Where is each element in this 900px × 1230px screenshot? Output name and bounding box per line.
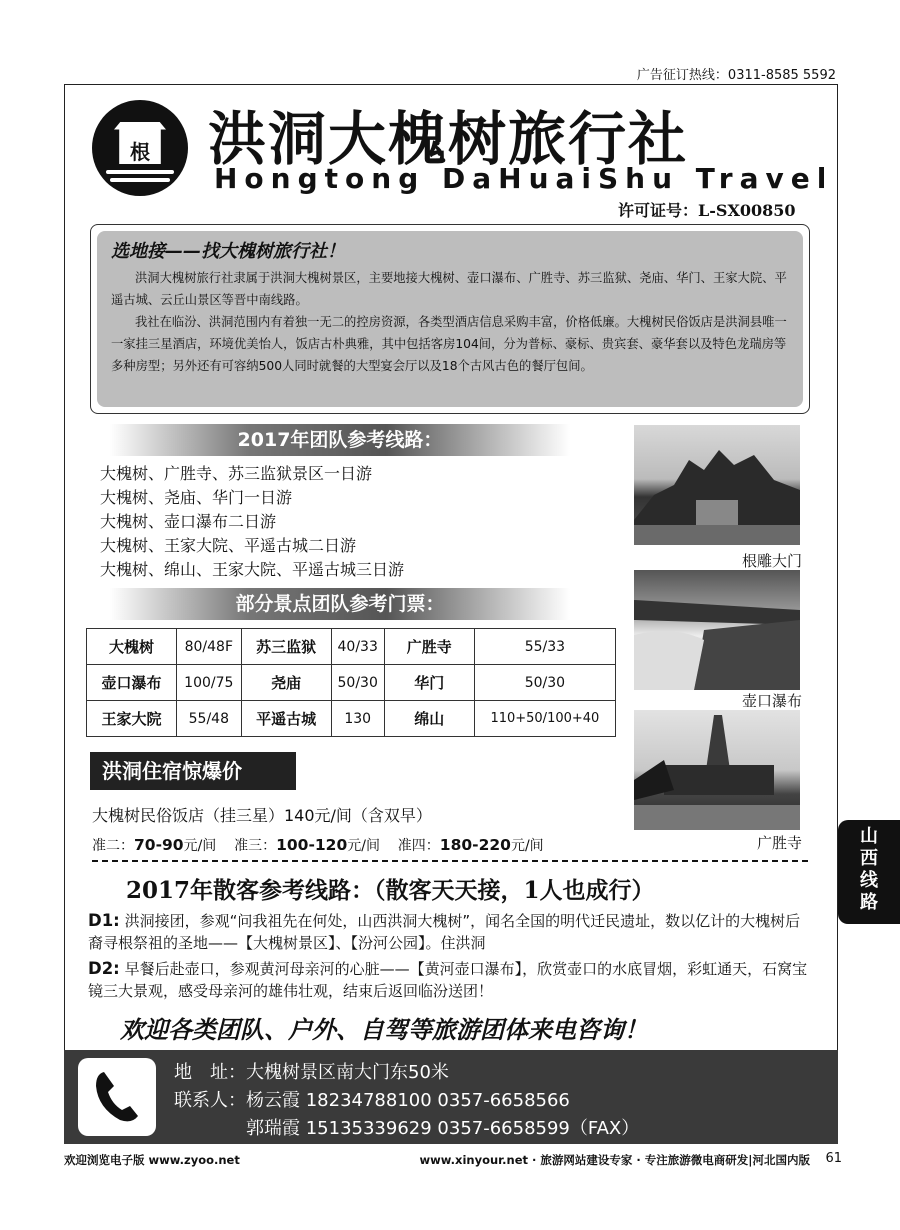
day-text: 洪洞接团，参观“问我祖先在何处，山西洪洞大槐树”，闻名全国的明代迁民遗址，数以亿计的大槐树后裔寻根祭祖的圣地——【大槐树景区】、【汾河公园】。住洪洞 — [88, 912, 801, 952]
address: 大槐树景区南大门东50米 — [246, 1062, 449, 1083]
ticket-site: 大槐树 — [87, 629, 177, 665]
itinerary-day-1 — [88, 910, 814, 954]
price-value: 100-120 — [276, 836, 348, 854]
tab-char: 西 — [860, 848, 878, 869]
day-label: D2: — [88, 959, 120, 978]
hotel-info: 大槐树民俗饭店（挂三星）140元/间（含双早） — [92, 806, 432, 825]
photo-caption: 根雕大门 — [741, 552, 802, 570]
table-row — [87, 629, 616, 665]
ad-hotline: 广告征订热线：0311-8585 5592 — [636, 68, 836, 83]
ticket-price: 50/30 — [331, 665, 384, 701]
page-number: 61 — [825, 1151, 842, 1166]
contact-label: 联系人： — [174, 1090, 246, 1111]
table-row — [87, 665, 616, 701]
agency-title: 洪洞大槐树旅行社 — [208, 105, 689, 173]
contact-bar — [64, 1050, 838, 1144]
travel-agency-logo — [92, 100, 188, 196]
hotel-prices — [92, 835, 544, 855]
ticket-price: 130 — [331, 701, 384, 737]
contact-line: 郭瑞霞 15135339629 0357-6658599（FAX） — [246, 1118, 640, 1139]
tab-char: 线 — [860, 870, 878, 891]
hotel-price-heading: 洪洞住宿惊爆价 — [90, 752, 296, 790]
tab-char: 路 — [860, 892, 878, 913]
route-item: 大槐树、王家大院、平遥古城二日游 — [100, 536, 357, 555]
intro-paragraph: 我社在临汾、洪洞范围内有着独一无二的控房资源，各类型酒店信息采购丰富，价格低廉。大槐树民俗饭店是洪洞县唯一一家挂三星酒店，环境优美怡人，饭店古朴典雅，其中包括客房104间，分为普标、豪标、贵宾套、豪华套以及特色龙瑞房等多种房型；另外还有可容纳500人同时就餐的大型宴会厅以及18个古风古色的餐厅包间。 — [111, 315, 787, 373]
contact-line — [174, 1086, 570, 1112]
price-unit: 元/间 — [183, 838, 217, 854]
footer-right: www.xinyour.net · 旅游网站建设专家 · 专注旅游微电商研发|河北国内版 — [419, 1153, 810, 1167]
welcome-slogan: 欢迎各类团队、户外、自驾等旅游团体来电咨询！ — [120, 1015, 648, 1044]
ticket-price: 100/75 — [177, 665, 242, 701]
ticket-site: 王家大院 — [87, 701, 177, 737]
intro-paragraph: 洪洞大槐树旅行社隶属于洪洞大槐树景区，主要地接大槐树、壶口瀑布、广胜寺、苏三监狱、尧庙、华门、王家大院、平遥古城、云丘山景区等晋中南线路。 — [111, 271, 787, 307]
photo-guangsheng-temple — [634, 710, 800, 830]
price-label: 准二： — [92, 838, 134, 854]
ticket-site: 壶口瀑布 — [87, 665, 177, 701]
ticket-price: 50/30 — [474, 665, 615, 701]
photo-caption: 广胜寺 — [756, 834, 802, 852]
photo-hukou-waterfall — [634, 570, 800, 690]
price-unit: 元/间 — [510, 838, 544, 854]
ticket-price-table — [86, 628, 616, 737]
price-label: 准四： — [397, 838, 440, 854]
ticket-site: 华门 — [384, 665, 474, 701]
photo-caption: 壶口瀑布 — [741, 692, 802, 710]
footer-left: 欢迎浏览电子版 www.zyoo.net — [64, 1153, 240, 1167]
ticket-price: 40/33 — [331, 629, 384, 665]
price-unit: 元/间 — [347, 838, 380, 854]
address-label: 地 址： — [174, 1062, 246, 1083]
agency-title-en: Hongtong DaHuaiShu Travel — [214, 162, 834, 195]
table-row — [87, 701, 616, 737]
ticket-site: 广胜寺 — [384, 629, 474, 665]
ticket-price: 110+50/100+40 — [474, 701, 615, 737]
tickets-heading: 部分景点团队参考门票： — [110, 588, 570, 620]
day-label: D1: — [88, 911, 120, 930]
route-item: 大槐树、广胜寺、苏三监狱景区一日游 — [100, 464, 373, 483]
route-item: 大槐树、尧庙、华门一日游 — [100, 488, 293, 507]
address-line — [174, 1058, 449, 1084]
route-item: 大槐树、壶口瀑布二日游 — [100, 512, 277, 531]
ticket-price: 55/33 — [474, 629, 615, 665]
intro-box — [90, 224, 810, 414]
ticket-price: 55/48 — [177, 701, 242, 737]
day-text: 早餐后赴壶口，参观黄河母亲河的心脏——【黄河壶口瀑布】，欣赏壶口的水底冒烟，彩虹通天，石窝宝镜三大景观，感受母亲河的雄伟壮观，结束后返回临汾送团！ — [88, 960, 808, 1000]
photo-root-carving-gate — [634, 425, 800, 545]
divider — [92, 860, 808, 862]
individual-routes-heading: 2017年散客参考线路：（散客天天接，1人也成行） — [126, 877, 655, 904]
price-value: 180-220 — [439, 836, 511, 854]
ticket-site: 尧庙 — [241, 665, 331, 701]
logo-char: 根 — [130, 140, 150, 164]
contact-person: 杨云霞 18234788100 0357-6658566 — [246, 1090, 570, 1111]
ticket-site: 苏三监狱 — [241, 629, 331, 665]
ticket-site: 绵山 — [384, 701, 474, 737]
tab-char: 山 — [860, 826, 878, 847]
license-number: 许可证号：L-SX00850 — [618, 201, 796, 220]
phone-icon — [78, 1058, 156, 1136]
route-item: 大槐树、绵山、王家大院、平遥古城三日游 — [100, 560, 405, 579]
group-routes-heading: 2017年团队参考线路： — [110, 424, 570, 456]
price-value: 70-90 — [134, 836, 184, 854]
ticket-site: 平遥古城 — [241, 701, 331, 737]
ticket-price: 80/48F — [177, 629, 242, 665]
price-label: 准三： — [234, 838, 277, 854]
intro-heading: 选地接——找大槐树旅行社！ — [111, 241, 345, 262]
itinerary-day-2 — [88, 958, 814, 1002]
section-tab — [838, 820, 900, 924]
